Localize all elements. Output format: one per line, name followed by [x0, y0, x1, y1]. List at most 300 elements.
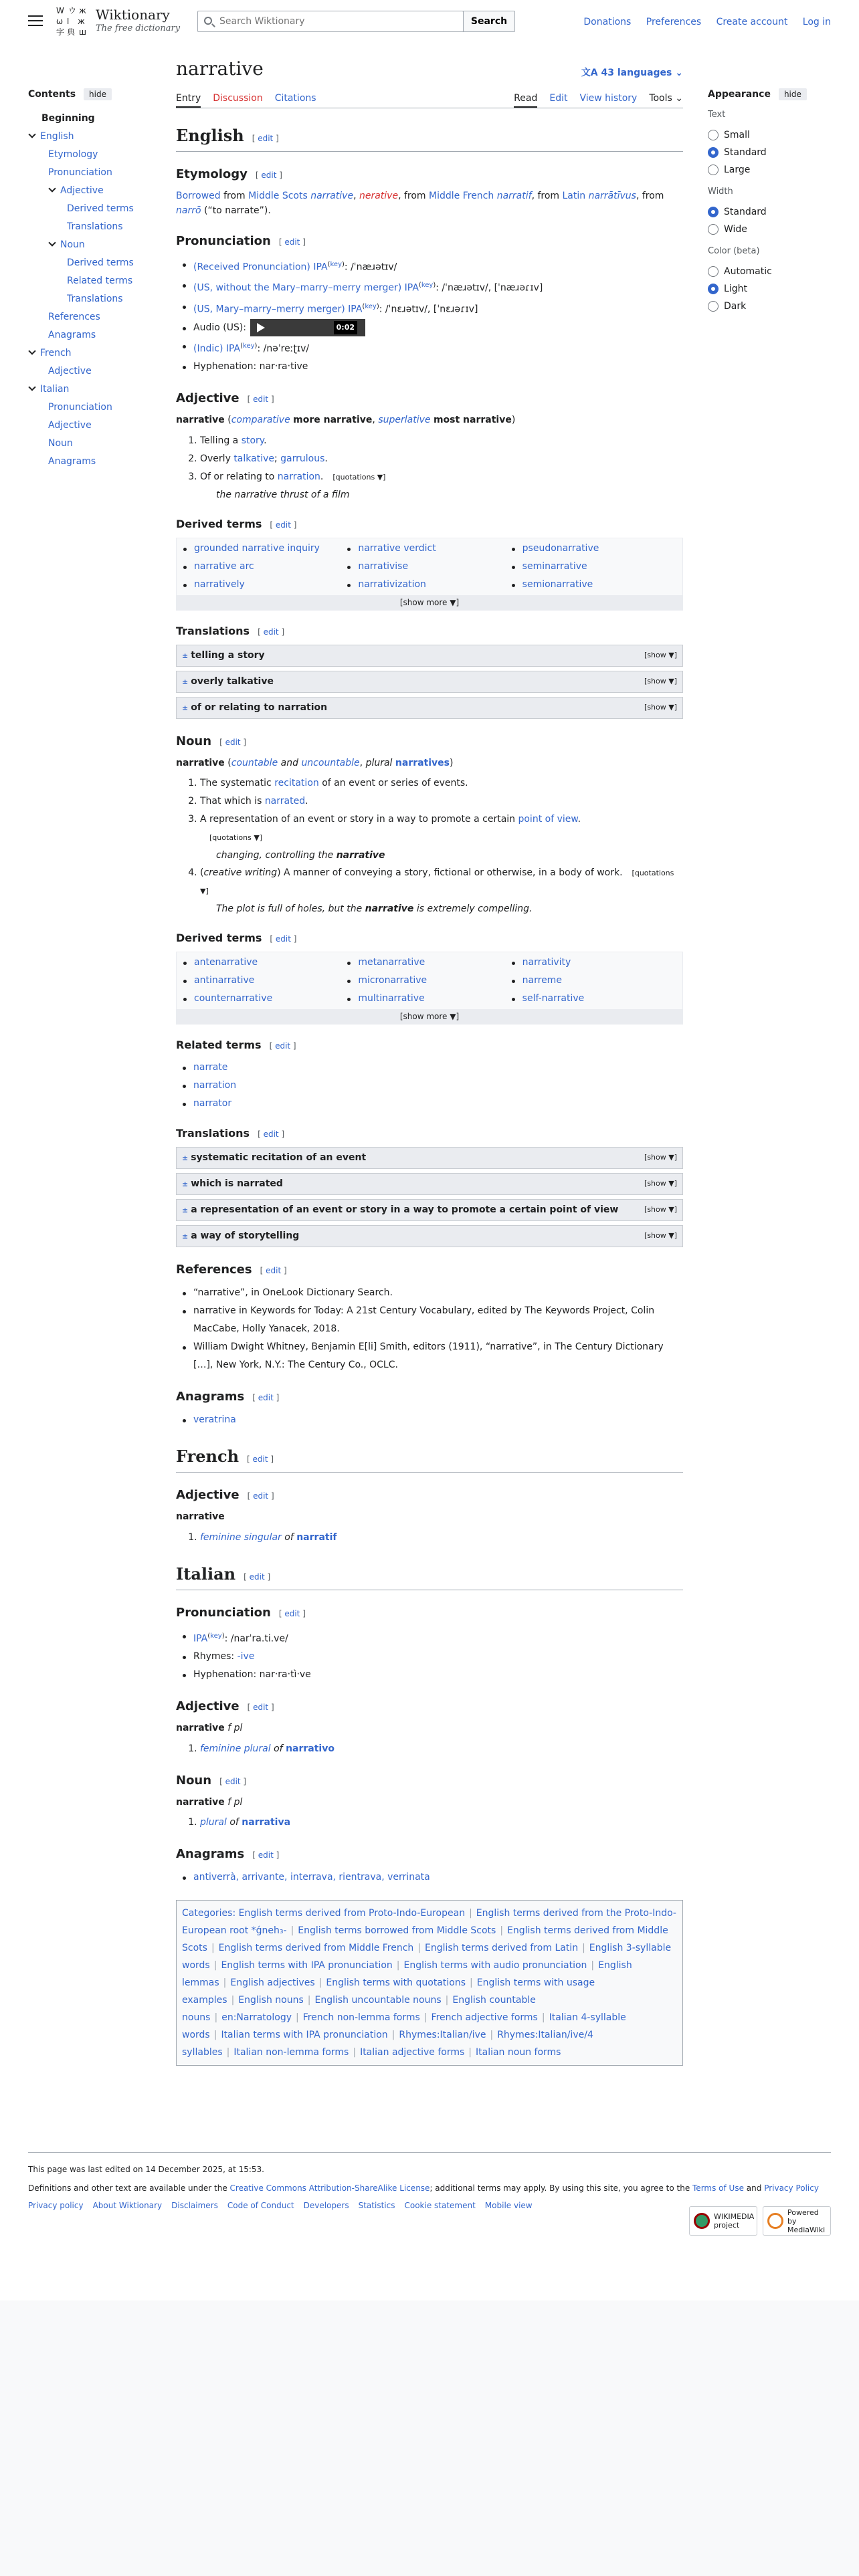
- category-link[interactable]: English lemmas: [182, 1960, 632, 1989]
- category-link[interactable]: English terms derived from Proto-Indo-European: [238, 1908, 466, 1919]
- quotations-toggle[interactable]: [quotations ▼]: [209, 833, 263, 843]
- plus-icon[interactable]: ±: [182, 703, 189, 712]
- edit-link[interactable]: edit: [258, 1850, 274, 1860]
- toc-link[interactable]: Pronunciation: [48, 402, 112, 413]
- it-adjective-heading: Adjective [ edit ]: [176, 1699, 274, 1714]
- category-link[interactable]: English terms borrowed from Middle Scots: [298, 1925, 496, 1937]
- tab-entry[interactable]: Entry: [176, 87, 201, 108]
- toc-item-noun[interactable]: [28, 236, 169, 254]
- show-toggle[interactable]: [show ▼]: [644, 1153, 677, 1162]
- derived-term-link[interactable]: narrativization: [358, 578, 426, 590]
- derived-term-link[interactable]: self-narrative: [522, 993, 585, 1004]
- category-separator: |: [307, 1995, 311, 2006]
- login-link[interactable]: Log in: [802, 17, 831, 27]
- toc-item-derived-terms[interactable]: [28, 200, 169, 218]
- terms-link[interactable]: Terms of Use: [692, 2183, 744, 2193]
- toc-link[interactable]: Beginning: [41, 113, 95, 124]
- anagram-link[interactable]: veratrina: [193, 1414, 236, 1426]
- pron-us2: (US, Mary–marry–merry merger) $IPA^{(key)}$: /ˈnɛɹətɪv/, [ˈnɛɹəɾɪv]: [183, 298, 683, 319]
- category-separator: |: [223, 1977, 227, 1989]
- toc-link[interactable]: Noun: [60, 239, 85, 251]
- usage-example: changing, controlling the narrative: [216, 850, 385, 861]
- adjective-heading: Adjective [ edit ]: [176, 391, 274, 406]
- tab-read[interactable]: Read: [514, 87, 537, 108]
- tab-edit[interactable]: Edit: [549, 93, 568, 104]
- toc-link[interactable]: Adjective: [60, 185, 104, 197]
- derived-term[interactable]: [512, 972, 676, 990]
- edit-link[interactable]: edit: [263, 627, 279, 637]
- adjective-headword: narrative (comparative more narrative, superlative most narrative): [176, 415, 516, 426]
- noun-heading: Noun [ edit ]: [176, 734, 247, 748]
- translation-table[interactable]: [176, 1225, 683, 1247]
- main-menu-icon[interactable]: [28, 13, 43, 25]
- create-account-link[interactable]: Create account: [716, 17, 788, 27]
- category-link[interactable]: English terms with usage examples: [182, 1977, 595, 2006]
- category-separator: |: [214, 2012, 218, 2024]
- plus-icon[interactable]: ±: [182, 1232, 189, 1241]
- derived-term[interactable]: [183, 558, 347, 576]
- category-link[interactable]: en:Narratology: [221, 2012, 292, 2024]
- edit-link[interactable]: edit: [253, 1491, 269, 1501]
- english-heading: English [ edit ]: [176, 124, 683, 152]
- show-more-button[interactable]: [show more ▼]: [177, 1009, 682, 1024]
- svg-text:ж: ж: [79, 6, 86, 15]
- category-separator: |: [500, 1925, 504, 1937]
- edit-link[interactable]: edit: [284, 237, 300, 247]
- text-standard-option[interactable]: Standard: [708, 144, 835, 161]
- page-tabs: [176, 87, 683, 108]
- toc-item-translations[interactable]: [28, 218, 169, 236]
- footer: [28, 2152, 831, 2234]
- table-of-contents: [28, 87, 169, 471]
- en-anagrams-heading: Anagrams [ edit ]: [176, 1390, 280, 1404]
- etymology-text: Borrowed from Middle Scots narrative, nerative, from Middle French narratif, from Latin narrātīvus, from narrō (“to narrate”).: [176, 191, 664, 217]
- toc-link[interactable]: Translations: [67, 294, 123, 305]
- toc-link[interactable]: Italian: [40, 384, 70, 395]
- category-link[interactable]: English adjectives: [230, 1977, 315, 1989]
- footer-link[interactable]: About Wiktionary: [92, 2201, 163, 2210]
- svg-text:ウ: ウ: [68, 6, 77, 15]
- derived-term[interactable]: [512, 576, 676, 594]
- edit-link[interactable]: edit: [253, 1703, 269, 1713]
- toc-link[interactable]: References: [48, 312, 100, 323]
- footer-link[interactable]: Disclaimers: [171, 2201, 218, 2210]
- italian-heading: Italian [ edit ]: [176, 1563, 683, 1590]
- privacy-link[interactable]: Privacy Policy: [764, 2183, 819, 2193]
- category-separator: |: [541, 2012, 545, 2024]
- toc-link[interactable]: Noun: [48, 438, 73, 449]
- translation-table[interactable]: [176, 1173, 683, 1195]
- toc-item-related-terms[interactable]: [28, 272, 169, 290]
- toc-link[interactable]: Adjective: [48, 366, 92, 377]
- search-button[interactable]: Search: [463, 11, 515, 32]
- derived-term-link[interactable]: multinarrative: [358, 993, 425, 1004]
- category-separator: |: [211, 1943, 215, 1954]
- wikimedia-badge[interactable]: WIKIMEDIA project: [689, 2206, 757, 2236]
- preferences-link[interactable]: Preferences: [646, 17, 702, 27]
- it-adj-definitions: 1. feminine plural of narrativo: [200, 1740, 683, 1758]
- category-link[interactable]: French adjective forms: [431, 2012, 538, 2024]
- noun-def: 2. That which is narrated.: [200, 792, 683, 811]
- toc-item-pronunciation[interactable]: [28, 164, 169, 182]
- toc-item-adjective[interactable]: [28, 182, 169, 200]
- appearance-panel: [708, 87, 835, 315]
- translation-gloss: which is narrated: [191, 1178, 283, 1190]
- list-item: [183, 1059, 683, 1077]
- category-link[interactable]: Rhymes:Italian/ive: [399, 2030, 486, 2041]
- reference-item: narrative in Keywords for Today: A 21st Century Vocabulary, edited by The Keywords Project, Colin MacCabe, Holly Yanacek, 2018.: [183, 1302, 683, 1338]
- derived-term-link[interactable]: metanarrative: [358, 957, 425, 968]
- references-list: [183, 1284, 683, 1374]
- derived-term[interactable]: [347, 990, 511, 1008]
- footer-link[interactable]: Cookie statement: [404, 2201, 476, 2210]
- derived-term-link[interactable]: counternarrative: [194, 993, 273, 1004]
- noun-derived-heading: Derived terms [ edit ]: [176, 932, 297, 945]
- derived-term[interactable]: [347, 576, 511, 594]
- category-link[interactable]: Rhymes:Italian/ive/4 syllables: [182, 2030, 593, 2058]
- tab-discussion[interactable]: Discussion: [213, 93, 263, 104]
- category-link[interactable]: English 3-syllable words: [182, 1943, 672, 1971]
- color-automatic-option[interactable]: Automatic: [708, 263, 835, 280]
- last-edited: This page was last edited on 14 December 2025, at 15:53.: [28, 2165, 264, 2174]
- edit-link[interactable]: edit: [275, 934, 291, 944]
- toc-link[interactable]: Derived terms: [67, 203, 134, 215]
- toc-link[interactable]: Translations: [67, 221, 123, 233]
- page-title: narrative: [176, 58, 264, 80]
- color-dark-option[interactable]: Dark: [708, 298, 835, 315]
- category-link[interactable]: French non-lemma forms: [302, 2012, 420, 2024]
- adj-derived-heading: Derived terms [ edit ]: [176, 517, 297, 530]
- category-link[interactable]: Italian terms with IPA pronunciation: [221, 2030, 388, 2041]
- categories-box: [176, 1900, 683, 2066]
- show-toggle[interactable]: [show ▼]: [644, 1231, 677, 1241]
- reference-item: William Dwight Whitney, Benjamin E[li] Smith, editors (1911), “narrative”, in The Century Dictionary […], New York, N.Y.: The Century Co., OCLC.: [183, 1338, 683, 1374]
- derived-term-link[interactable]: semionarrative: [522, 578, 593, 590]
- width-wide-option[interactable]: Wide: [708, 221, 835, 238]
- etymology-heading: Etymology [ edit ]: [176, 167, 282, 181]
- category-link[interactable]: English terms with quotations: [326, 1977, 466, 1989]
- tools-menu[interactable]: Tools ⌄: [649, 93, 683, 104]
- category-link[interactable]: English terms derived from Middle French: [218, 1943, 414, 1954]
- search-icon: [204, 17, 212, 25]
- edit-link[interactable]: edit: [263, 1130, 279, 1140]
- adj-derived-box: [176, 538, 683, 611]
- text-size-label: Text: [708, 110, 726, 120]
- toc-item-adjective[interactable]: [28, 362, 169, 381]
- quotations-toggle[interactable]: [quotations ▼]: [200, 869, 674, 896]
- toc-link[interactable]: Pronunciation: [48, 167, 112, 179]
- pron-rp: (Received Pronunciation) $IPA^{(key)}$: /ˈnæɹətɪv/: [183, 255, 683, 277]
- toc-link[interactable]: Anagrams: [48, 456, 96, 467]
- pronunciation-heading: Pronunciation [ edit ]: [176, 233, 306, 248]
- anagram-link[interactable]: antiverrà, arrivante, interrava, rientrava, verrinata: [193, 1872, 430, 1883]
- derived-term[interactable]: [183, 540, 347, 558]
- show-toggle[interactable]: [show ▼]: [644, 1179, 677, 1188]
- toc-link[interactable]: English: [40, 131, 74, 142]
- license-link[interactable]: Creative Commons Attribution-ShareAlike License: [229, 2183, 430, 2193]
- footer-link[interactable]: Privacy policy: [28, 2201, 84, 2210]
- reference-item: “narrative”, in OneLook Dictionary Search.: [183, 1284, 683, 1302]
- tab-citations[interactable]: Citations: [274, 93, 316, 104]
- derived-term[interactable]: [347, 972, 511, 990]
- toc-hide-button[interactable]: hide: [84, 88, 112, 100]
- plus-icon[interactable]: ±: [182, 1180, 189, 1189]
- toc-link[interactable]: Related terms: [67, 276, 133, 287]
- it-noun-heading: Noun [ edit ]: [176, 1773, 247, 1788]
- svg-text:典: 典: [67, 27, 76, 37]
- derived-term-link[interactable]: narrative arc: [194, 560, 254, 572]
- category-link[interactable]: English terms with IPA pronunciation: [221, 1960, 393, 1971]
- it-pronunciation-list: $IPA^{(key)}$: /narˈra.ti.ve/ Rhymes: -ive Hyphenation: nar‧ra‧tì‧ve: [183, 1627, 683, 1685]
- noun-def: 4. (creative writing) A manner of conveying a story, fictional or otherwise, in a body of work. [quotations ▼] The plot is full of holes, but the narrative is extremely compelling.: [200, 864, 683, 918]
- edit-link[interactable]: edit: [225, 1776, 241, 1786]
- derived-term[interactable]: [183, 972, 347, 990]
- toc-item-french[interactable]: [28, 344, 169, 362]
- text-large-option[interactable]: Large: [708, 161, 835, 179]
- toc-item-translations[interactable]: [28, 290, 169, 308]
- header: [0, 0, 859, 44]
- show-toggle[interactable]: [show ▼]: [644, 702, 677, 712]
- plus-icon[interactable]: ±: [182, 677, 189, 686]
- translation-table[interactable]: [176, 1199, 683, 1221]
- plus-icon[interactable]: ±: [182, 1154, 189, 1163]
- category-separator: |: [417, 1943, 421, 1954]
- toc-item-etymology[interactable]: [28, 146, 169, 164]
- derived-term-link[interactable]: seminarrative: [522, 560, 587, 572]
- svg-text:ш: ш: [79, 27, 86, 37]
- derived-term-link[interactable]: pseudonarrative: [522, 542, 599, 554]
- translation-table[interactable]: [176, 671, 683, 693]
- french-heading: French [ edit ]: [176, 1445, 683, 1473]
- translation-gloss: of or relating to narration: [191, 702, 328, 713]
- derived-term[interactable]: [347, 558, 511, 576]
- toc-link[interactable]: Anagrams: [48, 330, 96, 341]
- derived-term-link[interactable]: antenarrative: [194, 957, 258, 968]
- search-box[interactable]: [197, 11, 464, 32]
- it-noun-definitions: 1. plural of narrativa: [200, 1814, 683, 1832]
- toc-link[interactable]: Adjective: [48, 420, 92, 431]
- category-link[interactable]: English terms derived from the Proto-Indo-European root *ǵneh₃-: [182, 1908, 676, 1937]
- footer-link[interactable]: Code of Conduct: [227, 2201, 294, 2210]
- edit-link[interactable]: edit: [249, 1572, 265, 1582]
- category-link[interactable]: Italian noun forms: [476, 2047, 561, 2058]
- edit-link[interactable]: edit: [253, 395, 269, 405]
- toc-item-anagrams[interactable]: [28, 326, 169, 344]
- edit-link[interactable]: edit: [258, 1393, 274, 1403]
- category-separator: |: [423, 2012, 427, 2024]
- derived-term[interactable]: [183, 576, 347, 594]
- category-separator: |: [470, 1977, 473, 1989]
- category-separator: |: [591, 1960, 595, 1971]
- pron-audio: Audio (US): 0:02: [183, 319, 683, 337]
- usage-example: the narrative thrust of a film: [216, 489, 350, 500]
- translation-table[interactable]: [176, 1147, 683, 1169]
- derived-term-link[interactable]: narrativity: [522, 957, 571, 968]
- category-separator: |: [295, 2012, 299, 2024]
- mediawiki-logo-icon: [767, 2213, 783, 2229]
- site-tagline: The free dictionary: [96, 23, 181, 33]
- color-label: Color (beta): [708, 245, 760, 256]
- derived-term-link[interactable]: micronarrative: [358, 975, 427, 986]
- plus-icon[interactable]: ±: [182, 651, 189, 660]
- edit-link[interactable]: edit: [252, 1455, 268, 1465]
- quotations-toggle[interactable]: [quotations ▼]: [332, 472, 386, 481]
- toc-item-pronunciation[interactable]: [28, 399, 169, 417]
- color-light-option[interactable]: Light: [708, 280, 835, 298]
- chevron-down-icon[interactable]: [48, 185, 56, 193]
- main-content: [176, 56, 683, 2066]
- toc-item-italian[interactable]: [28, 381, 169, 399]
- category-link[interactable]: English nouns: [238, 1995, 304, 2006]
- it-adj-headword: narrative f pl: [176, 1723, 243, 1734]
- def-link[interactable]: narration: [277, 471, 320, 482]
- show-toggle[interactable]: [show ▼]: [644, 1205, 677, 1214]
- mediawiki-badge[interactable]: Powered by MediaWiki: [763, 2206, 831, 2236]
- derived-term-link[interactable]: narreme: [522, 975, 562, 986]
- footer-link[interactable]: Statistics: [358, 2201, 395, 2210]
- toc-link[interactable]: Etymology: [48, 149, 98, 160]
- it-pronunciation-heading: Pronunciation [ edit ]: [176, 1605, 306, 1620]
- category-separator: |: [445, 1995, 449, 2006]
- it-noun-headword: narrative f pl: [176, 1796, 243, 1808]
- chevron-down-icon[interactable]: [28, 348, 35, 355]
- edit-link[interactable]: edit: [225, 737, 241, 747]
- svg-text:W: W: [56, 6, 64, 15]
- appearance-hide-button[interactable]: hide: [779, 88, 807, 100]
- def-link[interactable]: garrulous: [280, 453, 325, 464]
- derived-term-link[interactable]: antinarrative: [194, 975, 255, 986]
- edit-link[interactable]: edit: [258, 134, 274, 143]
- fr-headword: narrative: [176, 1511, 225, 1523]
- usage-example: The plot is full of holes, but the narrative is extremely compelling.: [216, 903, 533, 915]
- toc-item-derived-terms[interactable]: [28, 254, 169, 272]
- toc-item-references[interactable]: [28, 308, 169, 326]
- derived-term[interactable]: [347, 540, 511, 558]
- edit-link[interactable]: edit: [275, 520, 291, 530]
- noun-definitions: [200, 774, 683, 918]
- categories-label[interactable]: Categories:: [182, 1908, 236, 1919]
- translation-table[interactable]: [176, 645, 683, 667]
- translate-icon: 文A: [581, 68, 601, 78]
- category-link[interactable]: English countable nouns: [182, 1995, 536, 2024]
- chevron-down-icon[interactable]: [28, 384, 35, 391]
- derived-term-link[interactable]: narratively: [194, 578, 245, 590]
- derived-term-link[interactable]: grounded narrative inquiry: [194, 542, 320, 554]
- related-terms-heading: Related terms [ edit ]: [176, 1039, 296, 1052]
- chevron-down-icon[interactable]: [48, 239, 56, 247]
- def-link[interactable]: story: [241, 435, 264, 446]
- category-link[interactable]: Italian adjective forms: [360, 2047, 465, 2058]
- derived-term-link[interactable]: narrativise: [358, 560, 409, 572]
- derived-term[interactable]: [512, 540, 676, 558]
- category-link[interactable]: Italian 4-syllable words: [182, 2012, 626, 2041]
- pron-hyphenation: Hyphenation: nar‧ra‧tive: [183, 358, 683, 376]
- noun-def: 3. A representation of an event or story in a way to promote a certain point of view. [quotations ▼] changing, controlling the narrative: [200, 811, 683, 864]
- category-link[interactable]: English terms with audio pronunciation: [403, 1960, 587, 1971]
- toc-link[interactable]: Derived terms: [67, 257, 134, 269]
- category-separator: |: [396, 1960, 400, 1971]
- search-input[interactable]: [219, 14, 447, 29]
- svg-text:ж: ж: [78, 17, 85, 26]
- text-small-option[interactable]: Small: [708, 126, 835, 144]
- derived-term[interactable]: [183, 990, 347, 1008]
- license-text: Definitions and other text are available under the Creative Commons Attribution-ShareAlike License; additional terms may apply. By using this site, you agree to the Terms of Use and Privacy Policy: [28, 2183, 819, 2193]
- svg-text:ا: ا: [67, 17, 70, 26]
- wiktionary-logo-icon[interactable]: [55, 4, 91, 39]
- derived-term[interactable]: [512, 954, 676, 972]
- pron-indic: (Indic) $IPA^{(key)}$: /nəˈreːʈɪv/: [183, 337, 683, 358]
- noun-def: 1. The systematic recitation of an event or series of events.: [200, 774, 683, 792]
- audio-player[interactable]: 0:02: [250, 319, 365, 336]
- related-term-link[interactable]: narrate: [193, 1062, 228, 1073]
- toc-item-beginning[interactable]: [28, 110, 169, 128]
- donations-link[interactable]: Donations: [583, 17, 632, 27]
- related-term-link[interactable]: narration: [193, 1080, 237, 1091]
- noun-translations-heading: Translations [ edit ]: [176, 1127, 285, 1140]
- pronunciation-list: [183, 255, 683, 377]
- toc-item-noun[interactable]: [28, 435, 169, 453]
- derived-term[interactable]: [183, 954, 347, 972]
- category-link[interactable]: Italian non-lemma forms: [233, 2047, 349, 2058]
- edit-link[interactable]: edit: [284, 1608, 300, 1618]
- category-separator: |: [318, 1977, 322, 1989]
- chevron-down-icon[interactable]: [28, 131, 35, 138]
- toc-item-adjective[interactable]: [28, 417, 169, 435]
- category-separator: |: [213, 1960, 217, 1971]
- derived-term-link[interactable]: narrative verdict: [358, 542, 436, 554]
- edit-link[interactable]: edit: [275, 1041, 291, 1051]
- toc-link[interactable]: French: [40, 348, 72, 359]
- width-standard-option[interactable]: Standard: [708, 203, 835, 221]
- translation-gloss: a way of storytelling: [191, 1230, 300, 1242]
- related-terms-list: [183, 1059, 683, 1113]
- svg-text:ω: ω: [56, 17, 64, 26]
- list-item: [183, 1095, 683, 1113]
- category-link[interactable]: English terms derived from Middle Scots: [182, 1925, 668, 1954]
- edit-link[interactable]: edit: [261, 171, 277, 180]
- width-label: Width: [708, 187, 733, 197]
- category-separator: |: [582, 1943, 585, 1954]
- derived-term[interactable]: [512, 558, 676, 576]
- noun-derived-box: [176, 952, 683, 1025]
- derived-term[interactable]: [512, 990, 676, 1008]
- show-toggle[interactable]: [show ▼]: [644, 650, 677, 659]
- translation-table[interactable]: [176, 697, 683, 719]
- tab-view-history[interactable]: View history: [579, 93, 638, 104]
- toc-item-english[interactable]: [28, 128, 169, 146]
- show-more-button[interactable]: [show more ▼]: [177, 595, 682, 610]
- category-link[interactable]: English terms derived from Latin: [425, 1943, 579, 1954]
- translation-gloss: systematic recitation of an event: [191, 1152, 367, 1164]
- def-link[interactable]: talkative: [233, 453, 274, 464]
- footer-link[interactable]: Mobile view: [484, 2201, 533, 2210]
- related-term-link[interactable]: narrator: [193, 1098, 232, 1109]
- toc-title: Contents: [28, 89, 76, 100]
- languages-button[interactable]: 文A 43 languages ⌄: [581, 68, 683, 78]
- play-icon[interactable]: [257, 323, 265, 332]
- category-separator: |: [469, 1908, 472, 1919]
- edit-link[interactable]: edit: [266, 1266, 282, 1276]
- footer-link[interactable]: Developers: [303, 2201, 349, 2210]
- derived-term[interactable]: [347, 954, 511, 972]
- site-title[interactable]: Wiktionary: [96, 7, 170, 23]
- category-link[interactable]: English uncountable nouns: [314, 1995, 442, 2006]
- user-links: [571, 15, 831, 29]
- toc-item-anagrams[interactable]: [28, 453, 169, 471]
- show-toggle[interactable]: [show ▼]: [644, 676, 677, 685]
- plus-icon[interactable]: ±: [182, 1206, 189, 1215]
- en-anagrams-list: [183, 1411, 683, 1429]
